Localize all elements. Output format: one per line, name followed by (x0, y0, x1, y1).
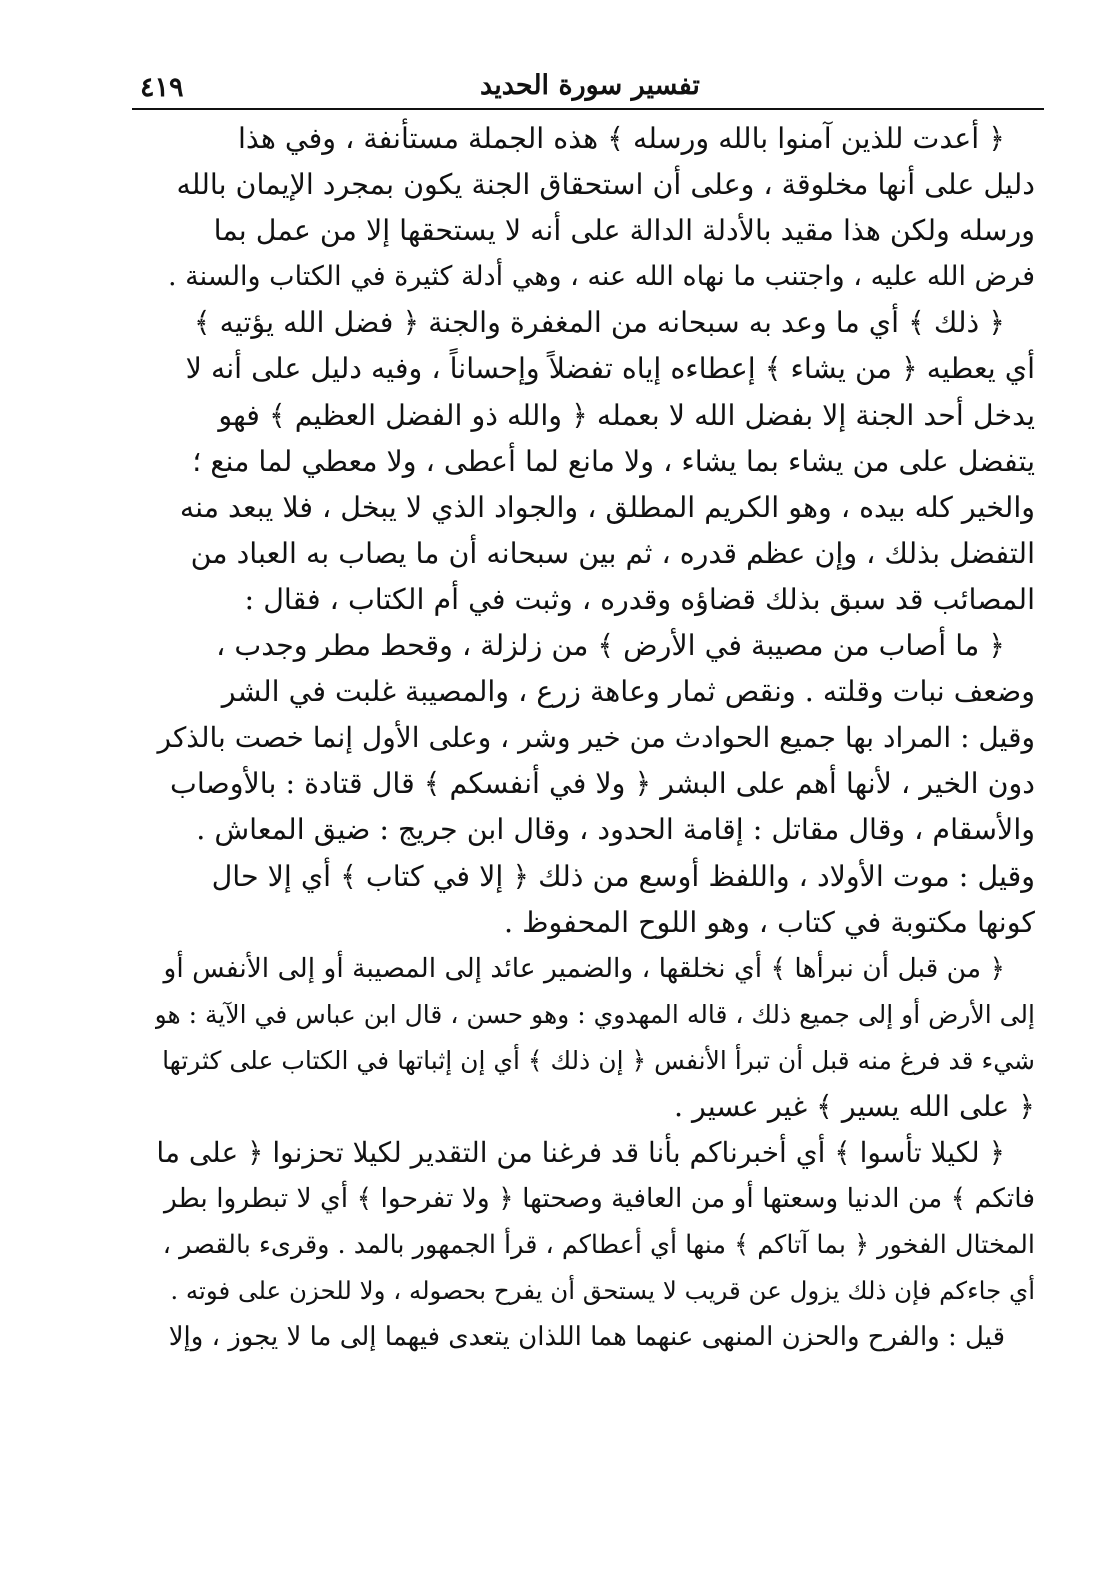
text-line: يدخل أحد الجنة إلا بفضل الله لا بعمله ﴿ والله ذو الفضل العظيم ﴾ فهو (218, 398, 1035, 432)
text-line: قيل : والفرح والحزن المنهى عنهما هما اللذان يتعدى فيهما إلى ما لا يجوز ، وإلا (168, 1322, 1005, 1353)
text-line: والخير كله بيده ، وهو الكريم المطلق ، والجواد الذي لا يبخل ، فلا يبعد منه (179, 490, 1035, 524)
text-line: فاتكم ﴾ من الدنيا وسعتها أو من العافية وصحتها ﴿ ولا تفرحوا ﴾ أي لا تبطروا بطر (164, 1183, 1035, 1215)
text-line: دون الخير ، لأنها أهم على البشر ﴿ ولا في أنفسكم ﴾ قال قتادة : بالأوصاب (170, 767, 1035, 801)
text-line: فرض الله عليه ، واجتنب ما نهاه الله عنه ، وهي أدلة كثيرة في الكتاب والسنة . (167, 261, 1035, 293)
running-title: تفسير سورة الحديد (480, 70, 700, 101)
text-line: أي يعطيه ﴿ من يشاء ﴾ إعطاءه إياه تفضلاً وإحساناً ، وفيه دليل على أنه لا (185, 352, 1035, 386)
text-line: يتفضل على من يشاء بما يشاء ، ولا مانع لما أعطى ، ولا معطي لما منع ؛ (192, 444, 1035, 478)
text-line: ورسله ولكن هذا مقيد بالأدلة الدالة على أنه لا يستحقها إلا من عمل بما (213, 214, 1035, 248)
text-line: أي جاءكم فإن ذلك يزول عن قريب لا يستحق أن يفرح بحصوله ، ولا للحزن على فوته . (170, 1276, 1035, 1306)
text-line: إلى الأرض أو إلى جميع ذلك ، قاله المهدوي : وهو حسن ، قال ابن عباس في الآية : هو (155, 999, 1035, 1029)
text-line: وضعف نبات وقلته . ونقص ثمار وعاهة زرع ، والمصيبة غلبت في الشر (221, 675, 1035, 709)
text-line: ﴿ لكيلا تأسوا ﴾ أي أخبرناكم بأنا قد فرغنا من التقدير لكيلا تحزنوا ﴿ على ما (156, 1136, 1005, 1170)
text-line: ﴿ على الله يسير ﴾ غير عسير . (673, 1089, 1035, 1123)
text-line: المصائب قد سبق بذلك قضاؤه وقدره ، وثبت في أم الكتاب ، فقال : (244, 582, 1035, 616)
text-line: وقيل : المراد بها جميع الحوادث من خير وشر ، وعلى الأول إنما خصت بالذكر (157, 721, 1035, 755)
page-header (140, 68, 1040, 108)
text-line: ﴿ من قبل أن نبرأها ﴾ أي نخلقها ، والضمير عائد إلى المصيبة أو إلى الأنفس أو (163, 952, 1005, 984)
text-line: والأسقام ، وقال مقاتل : إقامة الحدود ، وقال ابن جريج : ضيق المعاش . (196, 813, 1035, 847)
text-line: كونها مكتوبة في كتاب ، وهو اللوح المحفوظ . (503, 905, 1035, 939)
body-text (155, 116, 1035, 1361)
text-line: دليل على أنها مخلوقة ، وعلى أن استحقاق الجنة يكون بمجرد الإيمان بالله (176, 168, 1035, 202)
text-line: ﴿ أعدت للذين آمنوا بالله ورسله ﴾ هذه الجملة مستأنفة ، وفي هذا (237, 122, 1005, 155)
text-line: وقيل : موت الأولاد ، واللفظ أوسع من ذلك ﴿ إلا في كتاب ﴾ أي إلا حال (211, 859, 1035, 893)
text-line: المختال الفخور ﴿ بما آتاكم ﴾ منها أي أعطاكم ، قرأ الجمهور بالمد . وقرىء بالقصر ، (162, 1230, 1035, 1261)
text-line: التفضل بذلك ، وإن عظم قدره ، ثم بين سبحانه أن ما يصاب به العباد من (190, 536, 1035, 570)
text-line: شيء قد فرغ منه قبل أن تبرأ الأنفس ﴿ إن ذلك ﴾ أي إن إثباتها في الكتاب على كثرتها (162, 1045, 1035, 1075)
header-rule (132, 108, 1044, 110)
text-line: ﴿ ذلك ﴾ أي ما وعد به سبحانه من المغفرة والجنة ﴿ فضل الله يؤتيه ﴾ (193, 306, 1005, 340)
page-number: ٤١٩ (140, 72, 184, 103)
text-line: ﴿ ما أصاب من مصيبة في الأرض ﴾ من زلزلة ، وقحط مطر وجدب ، (216, 629, 1005, 663)
